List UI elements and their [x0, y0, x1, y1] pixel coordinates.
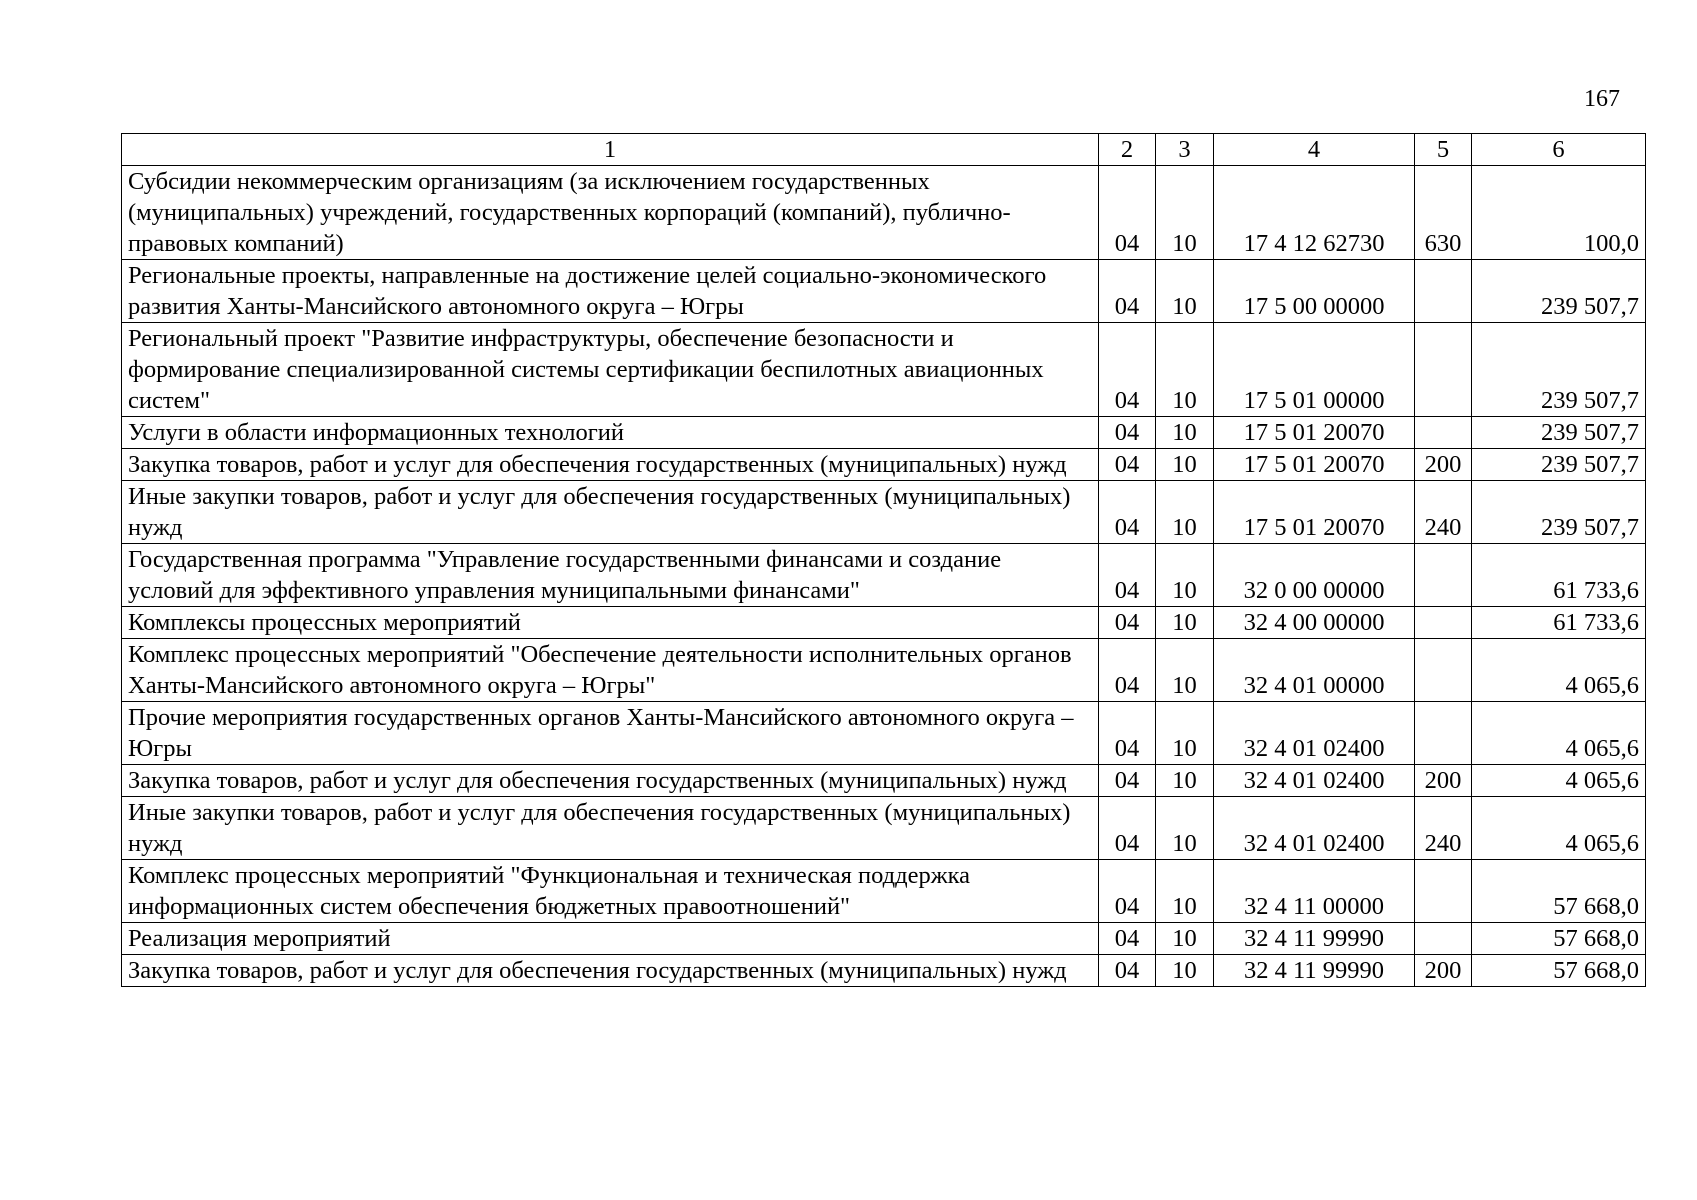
- row-expense-type-cell: 240: [1415, 481, 1472, 544]
- row-amount-cell: 239 507,7: [1472, 260, 1646, 323]
- row-subsection-cell: 10: [1156, 607, 1214, 639]
- row-section-cell: 04: [1099, 166, 1156, 260]
- row-section-cell: 04: [1099, 639, 1156, 702]
- column-header: 5: [1415, 134, 1472, 166]
- row-target-article-cell: 17 5 00 00000: [1214, 260, 1415, 323]
- row-name-cell: Комплекс процессных мероприятий "Обеспечение деятельности исполнительных органов Ханты-Мансийского автономного округа – Югры": [122, 639, 1099, 702]
- row-target-article-cell: 32 4 11 00000: [1214, 860, 1415, 923]
- row-subsection-cell: 10: [1156, 639, 1214, 702]
- row-name-cell: Реализация мероприятий: [122, 923, 1099, 955]
- row-subsection-cell: 10: [1156, 449, 1214, 481]
- row-target-article-cell: 32 4 01 02400: [1214, 797, 1415, 860]
- row-amount-cell: 239 507,7: [1472, 323, 1646, 417]
- row-subsection-cell: 10: [1156, 797, 1214, 860]
- row-target-article-cell: 32 4 11 99990: [1214, 955, 1415, 987]
- row-target-article-cell: 17 5 01 20070: [1214, 449, 1415, 481]
- row-expense-type-cell: 200: [1415, 449, 1472, 481]
- row-expense-type-cell: 200: [1415, 765, 1472, 797]
- row-name-cell: Региональные проекты, направленные на достижение целей социально-экономического развития Ханты-Мансийского автономного округа – Югры: [122, 260, 1099, 323]
- row-target-article-cell: 32 4 00 00000: [1214, 607, 1415, 639]
- row-section-cell: 04: [1099, 544, 1156, 607]
- row-name-cell: Комплексы процессных мероприятий: [122, 607, 1099, 639]
- table-row: [122, 607, 1646, 639]
- table-row: [122, 955, 1646, 987]
- row-expense-type-cell: [1415, 417, 1472, 449]
- row-amount-cell: 4 065,6: [1472, 797, 1646, 860]
- row-target-article-cell: 32 4 01 02400: [1214, 765, 1415, 797]
- row-subsection-cell: 10: [1156, 955, 1214, 987]
- table-row: [122, 860, 1646, 923]
- row-target-article-cell: 32 0 00 00000: [1214, 544, 1415, 607]
- table-row: [122, 765, 1646, 797]
- row-name-cell: Региональный проект "Развитие инфраструктуры, обеспечение безопасности и формирование специализированной системы сертификации беспилотных авиационных систем": [122, 323, 1099, 417]
- row-subsection-cell: 10: [1156, 860, 1214, 923]
- row-subsection-cell: 10: [1156, 417, 1214, 449]
- row-amount-cell: 61 733,6: [1472, 607, 1646, 639]
- table-row: [122, 702, 1646, 765]
- row-amount-cell: 4 065,6: [1472, 702, 1646, 765]
- row-subsection-cell: 10: [1156, 260, 1214, 323]
- row-expense-type-cell: [1415, 702, 1472, 765]
- row-name-cell: Субсидии некоммерческим организациям (за исключением государственных (муниципальных) учреждений, государственных корпораций (компаний), публично-правовых компаний): [122, 166, 1099, 260]
- row-amount-cell: 4 065,6: [1472, 765, 1646, 797]
- row-subsection-cell: 10: [1156, 765, 1214, 797]
- row-section-cell: 04: [1099, 449, 1156, 481]
- row-name-cell: Закупка товаров, работ и услуг для обеспечения государственных (муниципальных) нужд: [122, 449, 1099, 481]
- budget-table: [121, 133, 1646, 987]
- row-section-cell: 04: [1099, 860, 1156, 923]
- row-amount-cell: 57 668,0: [1472, 923, 1646, 955]
- row-section-cell: 04: [1099, 797, 1156, 860]
- row-name-cell: Комплекс процессных мероприятий "Функциональная и техническая поддержка информационных систем обеспечения бюджетных правоотношений": [122, 860, 1099, 923]
- row-name-cell: Прочие мероприятия государственных органов Ханты-Мансийского автономного округа – Югры: [122, 702, 1099, 765]
- row-section-cell: 04: [1099, 260, 1156, 323]
- row-expense-type-cell: [1415, 923, 1472, 955]
- row-name-cell: Закупка товаров, работ и услуг для обеспечения государственных (муниципальных) нужд: [122, 955, 1099, 987]
- row-section-cell: 04: [1099, 702, 1156, 765]
- row-target-article-cell: 17 5 01 20070: [1214, 481, 1415, 544]
- table-row: [122, 417, 1646, 449]
- row-amount-cell: 239 507,7: [1472, 481, 1646, 544]
- row-section-cell: 04: [1099, 323, 1156, 417]
- table-row: [122, 797, 1646, 860]
- row-expense-type-cell: [1415, 260, 1472, 323]
- table-row: [122, 923, 1646, 955]
- table-row: [122, 166, 1646, 260]
- row-section-cell: 04: [1099, 923, 1156, 955]
- table-row: [122, 260, 1646, 323]
- row-subsection-cell: 10: [1156, 544, 1214, 607]
- row-amount-cell: 57 668,0: [1472, 955, 1646, 987]
- row-name-cell: Услуги в области информационных технологий: [122, 417, 1099, 449]
- row-amount-cell: 57 668,0: [1472, 860, 1646, 923]
- row-expense-type-cell: 630: [1415, 166, 1472, 260]
- table-row: [122, 449, 1646, 481]
- row-name-cell: Иные закупки товаров, работ и услуг для обеспечения государственных (муниципальных) нужд: [122, 481, 1099, 544]
- row-expense-type-cell: [1415, 607, 1472, 639]
- row-expense-type-cell: 240: [1415, 797, 1472, 860]
- table-row: [122, 323, 1646, 417]
- table-row: [122, 544, 1646, 607]
- row-section-cell: 04: [1099, 481, 1156, 544]
- row-name-cell: Иные закупки товаров, работ и услуг для обеспечения государственных (муниципальных) нужд: [122, 797, 1099, 860]
- row-section-cell: 04: [1099, 607, 1156, 639]
- row-expense-type-cell: [1415, 639, 1472, 702]
- row-expense-type-cell: [1415, 860, 1472, 923]
- page-number: 167: [1584, 86, 1620, 112]
- row-expense-type-cell: 200: [1415, 955, 1472, 987]
- row-amount-cell: 239 507,7: [1472, 417, 1646, 449]
- row-target-article-cell: 17 4 12 62730: [1214, 166, 1415, 260]
- row-amount-cell: 61 733,6: [1472, 544, 1646, 607]
- row-section-cell: 04: [1099, 417, 1156, 449]
- column-header: 2: [1099, 134, 1156, 166]
- row-expense-type-cell: [1415, 323, 1472, 417]
- row-target-article-cell: 17 5 01 00000: [1214, 323, 1415, 417]
- row-subsection-cell: 10: [1156, 481, 1214, 544]
- row-amount-cell: 4 065,6: [1472, 639, 1646, 702]
- header-row: [122, 134, 1646, 166]
- row-target-article-cell: 32 4 11 99990: [1214, 923, 1415, 955]
- table-row: [122, 639, 1646, 702]
- row-subsection-cell: 10: [1156, 923, 1214, 955]
- row-target-article-cell: 17 5 01 20070: [1214, 417, 1415, 449]
- row-name-cell: Государственная программа "Управление государственными финансами и создание условий для эффективного управления муниципальными финансами": [122, 544, 1099, 607]
- row-amount-cell: 100,0: [1472, 166, 1646, 260]
- row-subsection-cell: 10: [1156, 166, 1214, 260]
- row-subsection-cell: 10: [1156, 702, 1214, 765]
- column-header: 4: [1214, 134, 1415, 166]
- row-expense-type-cell: [1415, 544, 1472, 607]
- row-target-article-cell: 32 4 01 00000: [1214, 639, 1415, 702]
- row-name-cell: Закупка товаров, работ и услуг для обеспечения государственных (муниципальных) нужд: [122, 765, 1099, 797]
- column-header: 3: [1156, 134, 1214, 166]
- row-subsection-cell: 10: [1156, 323, 1214, 417]
- table-row: [122, 481, 1646, 544]
- column-header: 1: [122, 134, 1099, 166]
- row-amount-cell: 239 507,7: [1472, 449, 1646, 481]
- row-section-cell: 04: [1099, 955, 1156, 987]
- row-section-cell: 04: [1099, 765, 1156, 797]
- column-header: 6: [1472, 134, 1646, 166]
- row-target-article-cell: 32 4 01 02400: [1214, 702, 1415, 765]
